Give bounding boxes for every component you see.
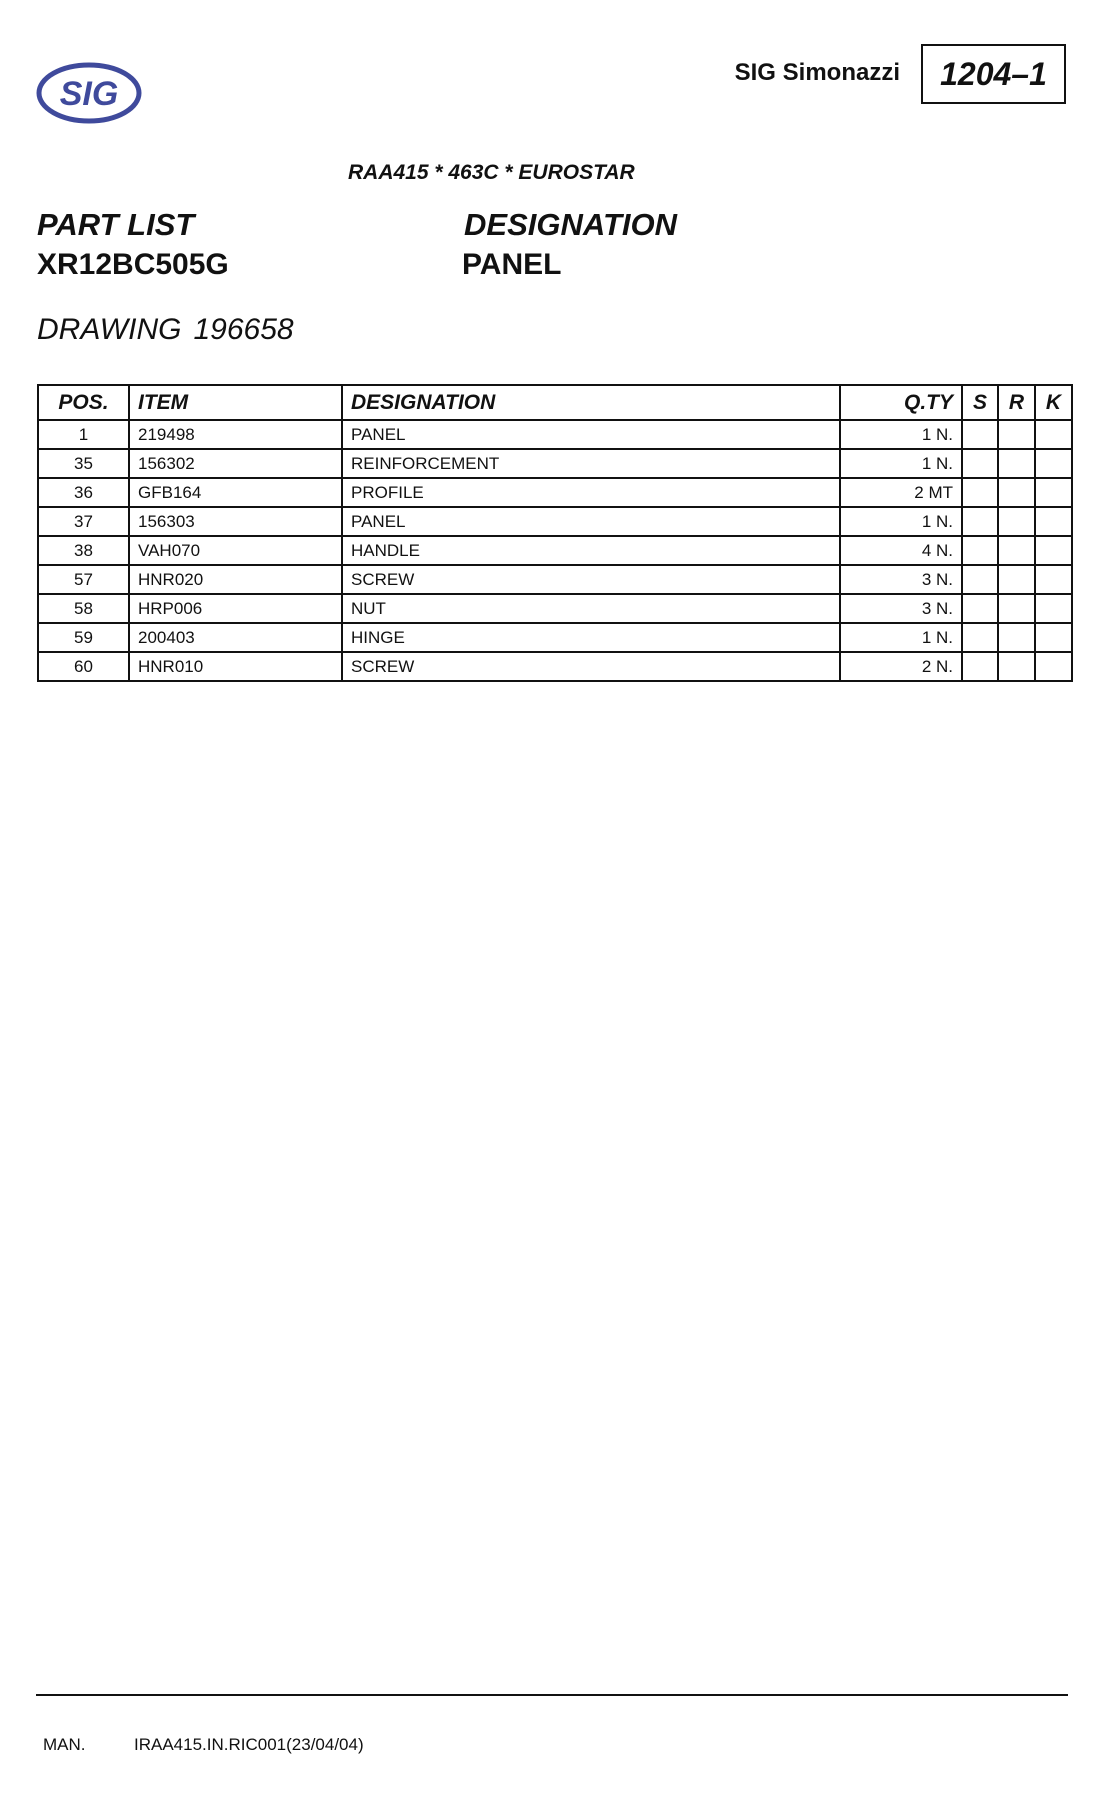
table-row — [38, 536, 1072, 565]
cell-qty: 2 MT — [840, 478, 962, 507]
table-row — [38, 507, 1072, 536]
table-row — [38, 420, 1072, 449]
table-row — [38, 478, 1072, 507]
cell-qty: 1 N. — [840, 623, 962, 652]
cell-item: HRP006 — [129, 594, 342, 623]
col-header-qty: Q.TY — [840, 385, 962, 420]
cell-item: VAH070 — [129, 536, 342, 565]
cell-qty: 1 N. — [840, 420, 962, 449]
cell-s — [962, 449, 998, 478]
cell-designation: NUT — [342, 594, 840, 623]
cell-pos: 59 — [38, 623, 129, 652]
designation-label: DESIGNATION — [464, 207, 677, 242]
cell-r — [998, 478, 1035, 507]
cell-pos: 57 — [38, 565, 129, 594]
cell-item: 219498 — [129, 420, 342, 449]
brand-name: SIG Simonazzi — [734, 59, 900, 86]
col-header-s: S — [962, 385, 998, 420]
cell-pos: 35 — [38, 449, 129, 478]
cell-s — [962, 478, 998, 507]
cell-item: 156303 — [129, 507, 342, 536]
cell-k — [1035, 652, 1072, 681]
cell-s — [962, 507, 998, 536]
model-line: RAA415 * 463C * EUROSTAR — [348, 161, 635, 184]
part-list-code: XR12BC505G — [37, 248, 229, 281]
cell-s — [962, 594, 998, 623]
cell-pos: 58 — [38, 594, 129, 623]
cell-k — [1035, 507, 1072, 536]
table-row — [38, 652, 1072, 681]
col-header-pos: POS. — [38, 385, 129, 420]
footer-document-code: IRAA415.IN.RIC001(23/04/04) — [134, 1735, 364, 1754]
drawing-label: DRAWING — [37, 313, 182, 346]
cell-qty: 2 N. — [840, 652, 962, 681]
cell-qty: 1 N. — [840, 449, 962, 478]
table-header-row — [38, 385, 1072, 420]
cell-pos: 37 — [38, 507, 129, 536]
footer-manual-label: MAN. — [43, 1735, 86, 1754]
cell-item: GFB164 — [129, 478, 342, 507]
sig-logo-text: SIG — [59, 75, 119, 113]
cell-k — [1035, 565, 1072, 594]
cell-r — [998, 565, 1035, 594]
designation-value: PANEL — [462, 248, 562, 281]
cell-r — [998, 623, 1035, 652]
footer-divider — [36, 1694, 1068, 1696]
sig-logo — [36, 62, 142, 124]
cell-r — [998, 449, 1035, 478]
cell-designation: REINFORCEMENT — [342, 449, 840, 478]
col-header-designation: DESIGNATION — [342, 385, 840, 420]
table-row — [38, 449, 1072, 478]
cell-r — [998, 594, 1035, 623]
cell-designation: HINGE — [342, 623, 840, 652]
col-header-item: ITEM — [129, 385, 342, 420]
col-header-k: K — [1035, 385, 1072, 420]
cell-pos: 60 — [38, 652, 129, 681]
drawing-number: 196658 — [193, 313, 294, 346]
cell-pos: 38 — [38, 536, 129, 565]
cell-pos: 36 — [38, 478, 129, 507]
cell-k — [1035, 449, 1072, 478]
cell-designation: PANEL — [342, 507, 840, 536]
cell-r — [998, 507, 1035, 536]
cell-item: 156302 — [129, 449, 342, 478]
cell-s — [962, 623, 998, 652]
cell-qty: 4 N. — [840, 536, 962, 565]
cell-s — [962, 652, 998, 681]
cell-k — [1035, 478, 1072, 507]
cell-r — [998, 420, 1035, 449]
col-header-r: R — [998, 385, 1035, 420]
cell-designation: SCREW — [342, 565, 840, 594]
cell-qty: 1 N. — [840, 507, 962, 536]
cell-item: HNR010 — [129, 652, 342, 681]
page-number: 1204–1 — [921, 44, 1066, 104]
cell-k — [1035, 536, 1072, 565]
cell-s — [962, 565, 998, 594]
cell-item: HNR020 — [129, 565, 342, 594]
cell-qty: 3 N. — [840, 565, 962, 594]
parts-table — [37, 384, 1073, 682]
cell-k — [1035, 420, 1072, 449]
table-row — [38, 623, 1072, 652]
cell-designation: PANEL — [342, 420, 840, 449]
cell-k — [1035, 623, 1072, 652]
cell-qty: 3 N. — [840, 594, 962, 623]
cell-item: 200403 — [129, 623, 342, 652]
table-row — [38, 594, 1072, 623]
cell-k — [1035, 594, 1072, 623]
cell-designation: SCREW — [342, 652, 840, 681]
drawing-reference — [37, 312, 294, 348]
part-list-label: PART LIST — [37, 207, 195, 242]
cell-s — [962, 420, 998, 449]
cell-designation: PROFILE — [342, 478, 840, 507]
cell-s — [962, 536, 998, 565]
cell-r — [998, 536, 1035, 565]
table-row — [38, 565, 1072, 594]
cell-r — [998, 652, 1035, 681]
cell-pos: 1 — [38, 420, 129, 449]
cell-designation: HANDLE — [342, 536, 840, 565]
